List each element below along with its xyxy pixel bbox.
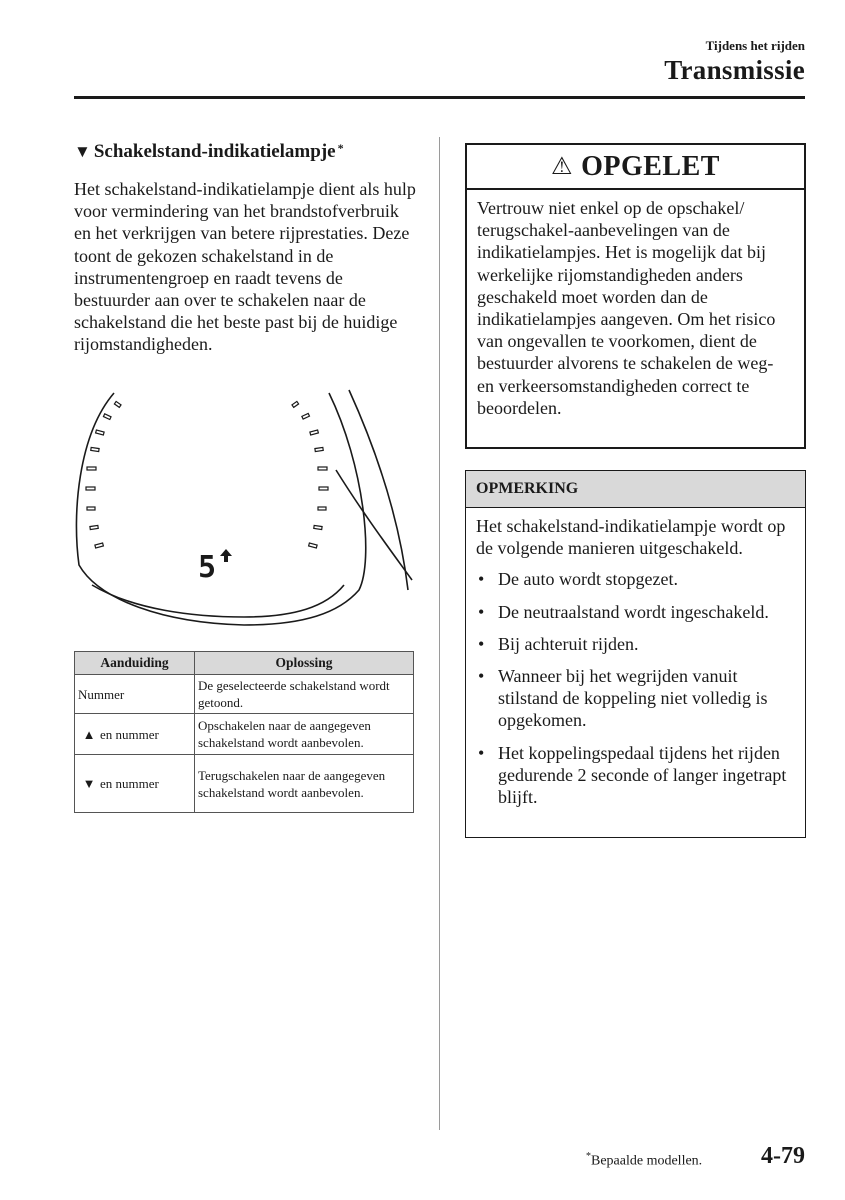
list-item: • Het koppelingspedaal tijdens het rijden gedurende 2 seconde of langer ingetrapt blijft. [478,742,787,808]
list-item: • De neutraalstand wordt ingeschakeld. [478,601,769,622]
gauge-tick-marks [86,401,328,548]
bullet-icon: • [478,666,485,687]
gauge-inner-ring [92,585,344,617]
warning-title: OPGELET [581,150,720,182]
footnote-marker: * [337,141,344,155]
note-header: OPMERKING [466,471,805,508]
down-arrow-icon: ▼ [82,776,96,791]
side-gauge-ring-1 [349,390,408,590]
triangle-marker-icon: ▼ [74,142,91,161]
warning-box [465,143,806,449]
column-divider [439,137,440,1130]
section-body: Het schakelstand-indikatielampje dient als hulp voor vermindering van het brandstofverbruik en het verkrijgen van betere rijprestaties. Deze toont de gekozen schakelstand in de instrumentengroep en raadt tevens de bestuurder aan over te schakelen naar de schakelstand die het beste past bij de huidige rijomstandigheden. [74,179,416,355]
section-heading [74,138,419,166]
table-header-row [75,652,414,675]
warning-text: Vertrouw niet enkel op de opschakel/ terugschakel-aanbevelingen van de indikatielampjes. Het is mogelijk dat bij werkelijke rijomstandigheden anders geschakeld moet worden dan de indikatielampjes aangeven. Om het risico van ongevallen te voorkomen, dient de bestuurder alvorens te schakelen de weg- en verkeersomstandigheden correct te beoordelen. [477,198,776,418]
column-header-solution: Oplossing [195,652,414,675]
page-number: 4-79 [761,1143,805,1169]
header-rule [74,96,805,99]
table-row [75,675,414,714]
instrument-cluster-illustration [74,385,419,630]
footer-footnote: *Bepaalde modellen. [586,1151,703,1169]
bullet-icon: • [478,601,485,622]
list-item: • Wanneer bij het wegrijden vanuit stilstand de koppeling niet volledig is opgekomen. [478,666,768,731]
table-cell-solution: Terugschakelen naar de aangegeven schakelstand wordt aanbevolen. [195,755,414,813]
up-arrow-icon [220,549,232,562]
table-cell-indication: ▲ en nummer [75,714,195,755]
bullet-icon: • [478,742,485,763]
section-heading-text: Schakelstand-indikatielampje [93,141,336,162]
footnote-marker: * [586,1151,591,1162]
running-header: Tijdens het rijden [705,38,805,53]
table-cell-solution: De geselecteerde schakelstand wordt getoond. [195,675,414,714]
note-box [465,470,806,838]
column-header-indication: Aanduiding [75,652,195,675]
table-cell-solution: Opschakelen naar de aangegeven schakelstand wordt aanbevolen. [195,714,414,755]
bullet-icon: • [478,633,485,654]
side-gauge-ring-2 [336,470,412,580]
indication-table [74,651,414,813]
note-intro: Het schakelstand-indikatielampje wordt op de volgende manieren uitgeschakeld. [476,516,786,559]
table-cell-indication: ▼ en nummer [75,755,195,813]
list-item: • Bij achteruit rijden. [478,633,639,654]
gear-digit: 5 [198,550,217,585]
up-arrow-icon: ▲ [82,726,96,742]
table-row [75,755,414,813]
table-cell-indication: Nummer [75,675,195,714]
note-body [466,508,805,808]
left-column [74,138,419,356]
list-item: • De auto wordt stopgezet. [478,569,678,590]
warning-header [467,145,804,190]
chapter-title: Transmissie [664,55,805,85]
bullet-icon: • [478,569,485,590]
gauge-outer-ring [76,393,365,625]
note-list [476,568,795,808]
warning-triangle-icon: ⚠ [551,154,574,180]
table-row [75,714,414,755]
